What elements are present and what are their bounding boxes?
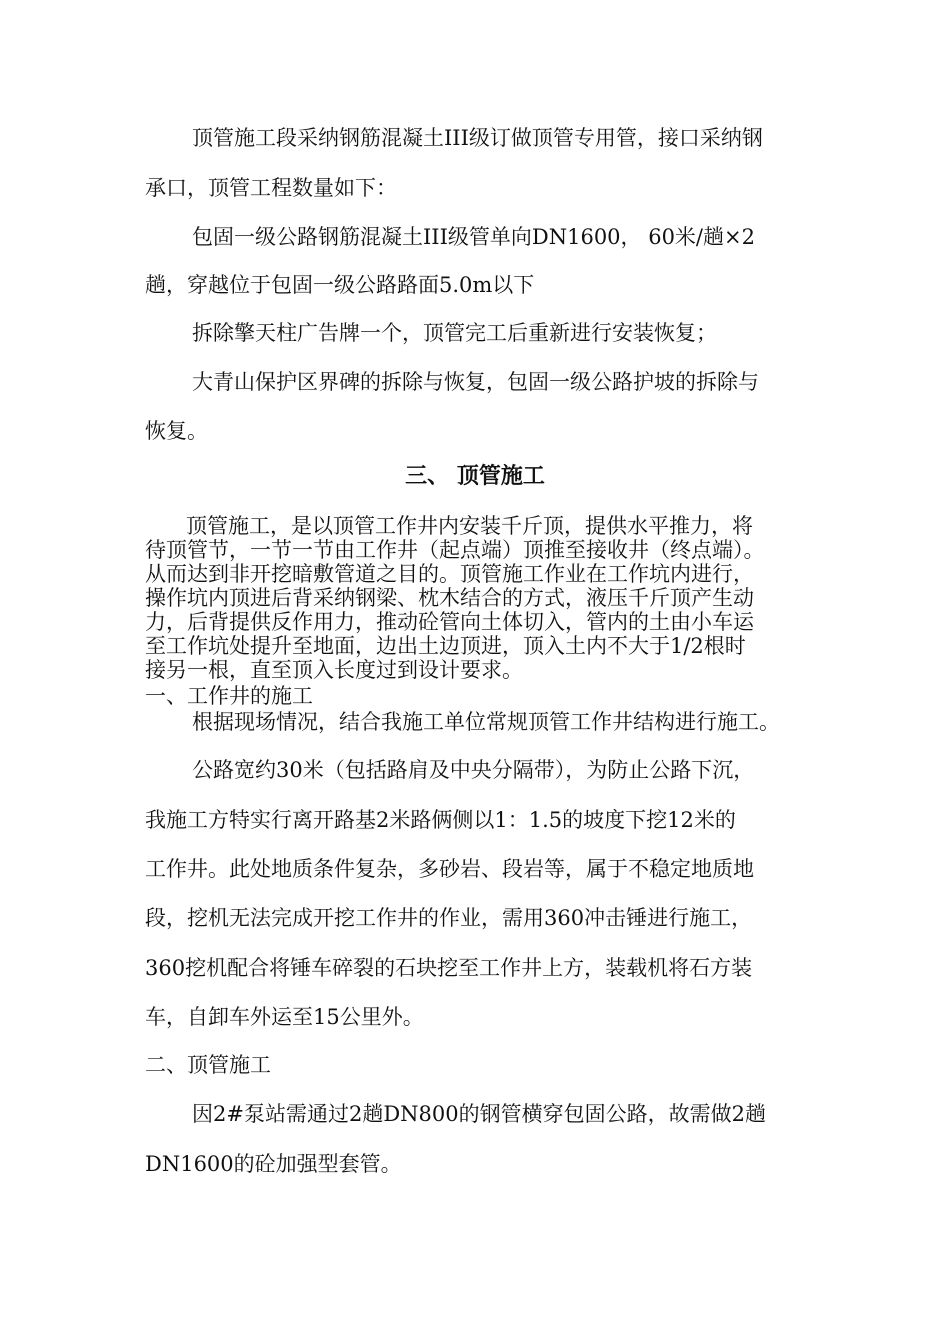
intro-line-1: 顶管施工，是以顶管工作井内安装千斤顶，提供水平推力，将	[186, 514, 753, 538]
section-heading: 三、 顶管施工	[405, 464, 545, 489]
intro-line-2: 待顶管节，一节一节由工作井（起点端）顶推至接收井（终点端）。	[145, 538, 765, 562]
subsection-1-paragraph-2-line-4: 段，挖机无法完成开挖工作井的作业，需用360冲击锤进行施工，	[145, 906, 753, 930]
paragraph-pipe-spec-line-1: 顶管施工段采纳钢筋混凝土III级订做顶管专用管，接口采纳钢	[192, 126, 763, 150]
intro-line-6: 至工作坑处提升至地面，边出土边顶进，顶入土内不大于1/2根时	[145, 634, 746, 658]
intro-line-7: 接另一根，直至顶入长度过到设计要求。	[145, 658, 523, 682]
intro-line-5: 力，后背提供反作用力，推动砼管向土体切入，管内的土由小车运	[145, 610, 754, 634]
subsection-2-paragraph-line-1: 因2#泵站需通过2趟DN800的钢管横穿包固公路，故需做2趟	[192, 1102, 766, 1126]
intro-line-4: 操作坑内顶进后背采纳钢梁、枕木结合的方式，液压千斤顶产生动	[145, 586, 754, 610]
subsection-title-2: 二、顶管施工	[145, 1053, 271, 1077]
subsection-1-paragraph-2-line-6: 车，自卸车外运至15公里外。	[145, 1005, 424, 1029]
paragraph-quantity-line-2: 趟，穿越位于包固一级公路路面5.0m以下	[145, 273, 535, 297]
intro-line-3: 从而达到非开挖暗敷管道之目的。顶管施工作业在工作坑内进行，	[145, 562, 754, 586]
paragraph-quantity-line-1: 包固一级公路钢筋混凝土III级管单向DN1600， 60米/趟×2	[192, 225, 755, 249]
paragraph-boundary-line-2: 恢复。	[145, 419, 208, 443]
subsection-1-paragraph-1: 根据现场情况，结合我施工单位常规顶管工作井结构进行施工。	[192, 710, 780, 734]
subsection-1-paragraph-2-line-1: 公路宽约30米（包括路肩及中央分隔带），为防止公路下沉，	[192, 758, 755, 782]
paragraph-pipe-spec-line-2: 承口，顶管工程数量如下：	[145, 176, 397, 200]
subsection-title-1: 一、工作井的施工	[145, 684, 313, 708]
subsection-1-paragraph-2-line-5: 360挖机配合将锤车碎裂的石块挖至工作井上方，装载机将石方装	[145, 956, 753, 980]
paragraph-boundary-line-1: 大青山保护区界碑的拆除与恢复，包固一级公路护坡的拆除与	[192, 370, 759, 394]
subsection-1-paragraph-2-line-3: 工作井。此处地质条件复杂，多砂岩、段岩等，属于不稳定地质地	[145, 857, 754, 881]
subsection-1-paragraph-2-line-2: 我施工方特实行离开路基2米路俩侧以1：1.5的坡度下挖12米的	[145, 808, 736, 832]
subsection-2-paragraph-line-2: DN1600的砼加强型套管。	[145, 1152, 402, 1176]
paragraph-billboard: 拆除擎天柱广告牌一个，顶管完工后重新进行安装恢复；	[192, 321, 717, 345]
